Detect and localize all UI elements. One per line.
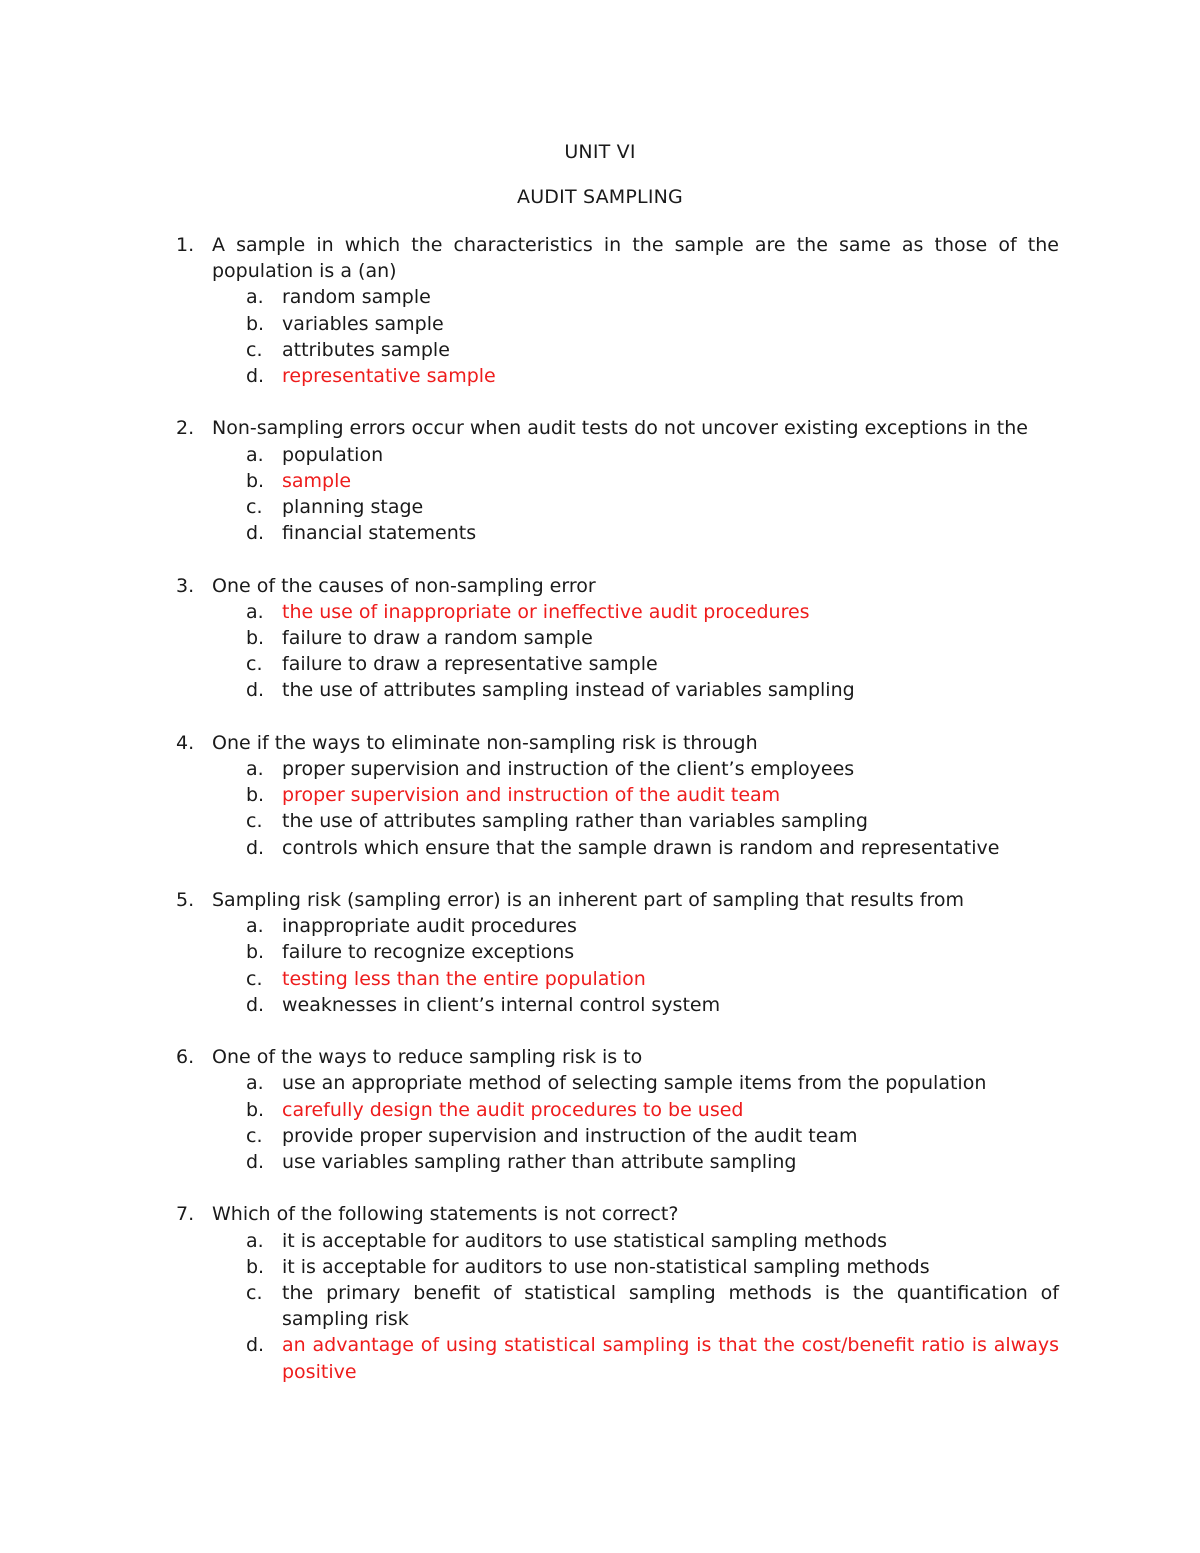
option-text: proper supervision and instruction of the audit team — [282, 784, 781, 807]
option-letter: d. — [246, 522, 265, 545]
option-text: variables sample — [282, 312, 444, 335]
option-text: failure to draw a representative sample — [282, 653, 658, 676]
option-letter: b. — [246, 469, 265, 492]
option-text: testing less than the entire population — [282, 967, 646, 990]
question-stem — [176, 1201, 1059, 1227]
question-number: 6. — [176, 1046, 195, 1069]
question-text: One of the ways to reduce sampling risk is to — [212, 1046, 643, 1069]
unit-heading: UNIT VI — [564, 141, 636, 163]
option-item — [176, 1149, 1059, 1175]
option-item — [176, 1254, 1059, 1280]
option-text: the primary benefit of statistical sampling methods is the quantification of sampling risk — [282, 1282, 1059, 1331]
question-number: 4. — [176, 731, 195, 754]
option-text: carefully design the audit procedures to be used — [282, 1098, 744, 1121]
question-stem — [176, 415, 1059, 441]
option-correct-answer — [176, 1332, 1059, 1384]
option-text: the use of attributes sampling instead of variables sampling — [282, 679, 855, 702]
option-item — [176, 1123, 1059, 1149]
option-text: the use of attributes sampling rather than variables sampling — [282, 810, 868, 833]
option-letter: b. — [246, 941, 265, 964]
option-letter: c. — [246, 1124, 263, 1147]
option-letter: a. — [246, 1072, 264, 1095]
option-text: controls which ensure that the sample drawn is random and representative — [282, 836, 1000, 859]
option-letter: a. — [246, 1229, 264, 1252]
option-letter: d. — [246, 679, 265, 702]
option-correct-answer — [176, 363, 1059, 389]
option-item — [176, 337, 1059, 363]
option-letter: c. — [246, 496, 263, 519]
option-item — [176, 677, 1059, 703]
option-text: it is acceptable for auditors to use statistical sampling methods — [282, 1229, 888, 1252]
option-letter: b. — [246, 1098, 265, 1121]
option-correct-answer — [176, 599, 1059, 625]
option-letter: a. — [246, 443, 264, 466]
option-item — [176, 1070, 1059, 1096]
option-correct-answer — [176, 966, 1059, 992]
option-letter: b. — [246, 1255, 265, 1278]
question-text: One if the ways to eliminate non-sampling risk is through — [212, 731, 758, 754]
question-number: 7. — [176, 1203, 195, 1226]
option-letter: d. — [246, 1151, 265, 1174]
option-text: financial statements — [282, 522, 477, 545]
option-correct-answer — [176, 782, 1059, 808]
option-letter: a. — [246, 600, 264, 623]
question-number: 3. — [176, 574, 195, 597]
option-item — [176, 808, 1059, 834]
option-letter: d. — [246, 993, 265, 1016]
question-number: 5. — [176, 889, 195, 912]
option-text: proper supervision and instruction of the client’s employees — [282, 758, 855, 781]
option-item — [176, 835, 1059, 861]
question-stem — [176, 1044, 1059, 1070]
option-text: use an appropriate method of selecting sample items from the population — [282, 1072, 987, 1095]
option-text: inappropriate audit procedures — [282, 915, 577, 938]
option-text: it is acceptable for auditors to use non-statistical sampling methods — [282, 1255, 930, 1278]
option-list — [176, 1228, 1059, 1385]
question-text: A sample in which the characteristics in the sample are the same as those of the population is a (an) — [212, 234, 1059, 283]
option-correct-answer — [176, 468, 1059, 494]
option-letter: b. — [246, 784, 265, 807]
option-letter: b. — [246, 312, 265, 335]
question-text: Sampling risk (sampling error) is an inherent part of sampling that results from — [212, 889, 964, 912]
option-text: representative sample — [282, 365, 496, 388]
question-stem — [176, 887, 1059, 913]
option-text: use variables sampling rather than attribute sampling — [282, 1151, 797, 1174]
document-title: AUDIT SAMPLING — [517, 186, 683, 208]
option-letter: c. — [246, 967, 263, 990]
option-item — [176, 494, 1059, 520]
option-item — [176, 939, 1059, 965]
option-item — [176, 1280, 1059, 1332]
question-stem — [176, 573, 1059, 599]
option-list — [176, 442, 1059, 547]
question-item — [176, 887, 1059, 1018]
question-text: Non-sampling errors occur when audit tests do not uncover existing exceptions in the — [212, 417, 1028, 440]
option-list — [176, 284, 1059, 389]
question-stem — [176, 730, 1059, 756]
option-text: planning stage — [282, 496, 424, 519]
option-item — [176, 756, 1059, 782]
question-text: Which of the following statements is not correct? — [212, 1203, 679, 1226]
option-letter: d. — [246, 836, 265, 859]
option-letter: c. — [246, 653, 263, 676]
option-item — [176, 1228, 1059, 1254]
question-text: One of the causes of non-sampling error — [212, 574, 596, 597]
option-item — [176, 625, 1059, 651]
question-item — [176, 415, 1059, 546]
option-letter: c. — [246, 338, 263, 361]
option-letter: c. — [246, 1282, 263, 1305]
option-letter: d. — [246, 365, 265, 388]
option-text: weaknesses in client’s internal control system — [282, 993, 721, 1016]
option-text: the use of inappropriate or ineffective audit procedures — [282, 600, 810, 623]
option-text: random sample — [282, 286, 431, 309]
option-text: an advantage of using statistical sampling is that the cost/benefit ratio is always positive — [282, 1334, 1059, 1383]
option-item — [176, 284, 1059, 310]
option-text: sample — [282, 469, 352, 492]
option-list — [176, 756, 1059, 861]
question-item — [176, 730, 1059, 861]
question-list — [176, 232, 1059, 1411]
option-text: failure to draw a random sample — [282, 627, 593, 650]
option-list — [176, 599, 1059, 704]
option-letter: d. — [246, 1334, 265, 1357]
option-letter: a. — [246, 286, 264, 309]
option-letter: c. — [246, 810, 263, 833]
option-correct-answer — [176, 1097, 1059, 1123]
option-item — [176, 992, 1059, 1018]
option-list — [176, 913, 1059, 1018]
option-item — [176, 520, 1059, 546]
question-item — [176, 1201, 1059, 1384]
question-number: 2. — [176, 417, 195, 440]
option-text: provide proper supervision and instruction of the audit team — [282, 1124, 858, 1147]
option-item — [176, 913, 1059, 939]
option-letter: b. — [246, 627, 265, 650]
option-item — [176, 651, 1059, 677]
question-stem — [176, 232, 1059, 284]
option-text: attributes sample — [282, 338, 450, 361]
option-text: population — [282, 443, 384, 466]
option-list — [176, 1070, 1059, 1175]
question-number: 1. — [176, 234, 195, 256]
question-item — [176, 573, 1059, 704]
option-item — [176, 442, 1059, 468]
option-letter: a. — [246, 758, 264, 781]
question-item — [176, 1044, 1059, 1175]
option-letter: a. — [246, 915, 264, 938]
option-item — [176, 311, 1059, 337]
question-item — [176, 232, 1059, 389]
option-text: failure to recognize exceptions — [282, 941, 575, 964]
